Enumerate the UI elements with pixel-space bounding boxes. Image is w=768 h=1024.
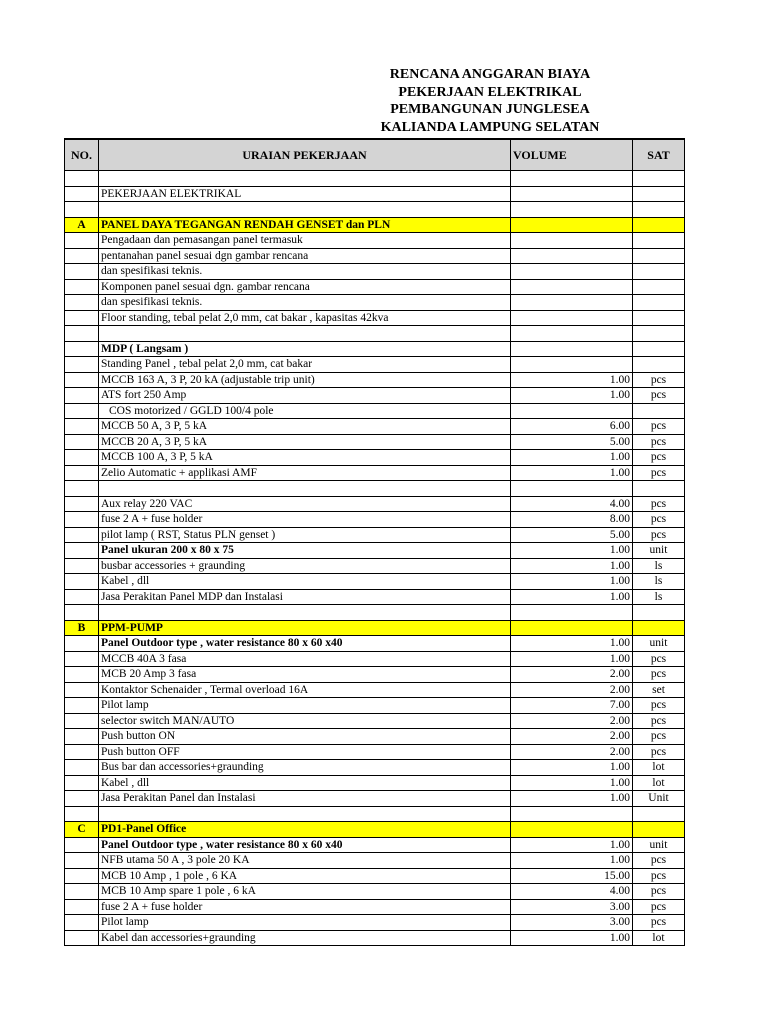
table-row (65, 775, 685, 791)
item-description: Bus bar dan accessories+graunding (99, 760, 511, 776)
row-number (65, 682, 99, 698)
item-description (99, 326, 511, 342)
item-volume (511, 279, 633, 295)
item-description: Kabel dan accessories+graunding (99, 930, 511, 946)
item-unit (633, 186, 685, 202)
header-no: NO. (65, 139, 99, 171)
row-number: C (65, 822, 99, 838)
item-description: NFB utama 50 A , 3 pole 20 KA (99, 853, 511, 869)
item-unit: pcs (633, 729, 685, 745)
row-number (65, 589, 99, 605)
item-volume (511, 822, 633, 838)
row-number (65, 357, 99, 373)
item-unit (633, 202, 685, 218)
item-description: Standing Panel , tebal pelat 2,0 mm, cat bakar (99, 357, 511, 373)
item-description (99, 171, 511, 187)
item-unit: pcs (633, 713, 685, 729)
item-description: MCCB 163 A, 3 P, 20 kA (adjustable trip unit) (99, 372, 511, 388)
item-unit (633, 806, 685, 822)
item-volume (511, 217, 633, 233)
item-description: MDP ( Langsam ) (99, 341, 511, 357)
item-unit: unit (633, 636, 685, 652)
item-description: Aux relay 220 VAC (99, 496, 511, 512)
item-unit: lot (633, 775, 685, 791)
title-line-3: PEMBANGUNAN JUNGLESEA (390, 102, 590, 117)
row-number (65, 481, 99, 497)
item-unit (633, 326, 685, 342)
table-row (65, 574, 685, 590)
item-unit (633, 217, 685, 233)
item-unit: pcs (633, 450, 685, 466)
table-row (65, 450, 685, 466)
item-volume: 1.00 (511, 837, 633, 853)
item-unit: pcs (633, 419, 685, 435)
table-body (65, 171, 685, 946)
item-description: Floor standing, tebal pelat 2,0 mm, cat bakar , kapasitas 42kva (99, 310, 511, 326)
table-row (65, 543, 685, 559)
item-unit: pcs (633, 434, 685, 450)
item-description: PANEL DAYA TEGANGAN RENDAH GENSET dan PLN (99, 217, 511, 233)
item-volume: 5.00 (511, 434, 633, 450)
item-volume: 1.00 (511, 589, 633, 605)
item-volume: 7.00 (511, 698, 633, 714)
item-unit: pcs (633, 884, 685, 900)
item-description: dan spesifikasi teknis. (99, 264, 511, 280)
row-number (65, 915, 99, 931)
table-row (65, 667, 685, 683)
item-unit (633, 295, 685, 311)
item-unit (633, 341, 685, 357)
table-row (65, 760, 685, 776)
table-row (65, 512, 685, 528)
item-unit: unit (633, 543, 685, 559)
document-title (300, 66, 680, 136)
item-volume: 2.00 (511, 667, 633, 683)
title-line-1: RENCANA ANGGARAN BIAYA (389, 67, 591, 82)
item-volume (511, 326, 633, 342)
row-number (65, 326, 99, 342)
row-number (65, 527, 99, 543)
item-description: Panel Outdoor type , water resistance 80 x 60 x40 (99, 837, 511, 853)
item-unit: set (633, 682, 685, 698)
row-number (65, 713, 99, 729)
table-row (65, 310, 685, 326)
item-description: MCCB 50 A, 3 P, 5 kA (99, 419, 511, 435)
item-description: Pilot lamp (99, 698, 511, 714)
item-volume: 1.00 (511, 574, 633, 590)
table-row (65, 248, 685, 264)
row-number (65, 698, 99, 714)
item-unit: pcs (633, 372, 685, 388)
row-number (65, 171, 99, 187)
item-unit: pcs (633, 698, 685, 714)
table-row (65, 605, 685, 621)
row-number (65, 667, 99, 683)
row-number (65, 264, 99, 280)
item-description: selector switch MAN/AUTO (99, 713, 511, 729)
item-unit: unit (633, 837, 685, 853)
row-number (65, 248, 99, 264)
item-volume: 3.00 (511, 899, 633, 915)
item-unit: pcs (633, 853, 685, 869)
item-description: Kabel , dll (99, 574, 511, 590)
header-volume: VOLUME (511, 139, 633, 171)
row-number (65, 450, 99, 466)
item-unit: lot (633, 930, 685, 946)
table-row (65, 372, 685, 388)
item-description: fuse 2 A + fuse holder (99, 899, 511, 915)
item-volume: 1.00 (511, 465, 633, 481)
item-volume (511, 620, 633, 636)
item-volume (511, 806, 633, 822)
item-volume: 4.00 (511, 496, 633, 512)
title-line-4: KALIANDA LAMPUNG SELATAN (380, 119, 600, 135)
table-row (65, 651, 685, 667)
row-number (65, 837, 99, 853)
item-volume: 2.00 (511, 682, 633, 698)
table-row (65, 481, 685, 497)
table-row (65, 496, 685, 512)
row-number (65, 760, 99, 776)
item-volume (511, 357, 633, 373)
item-description (99, 605, 511, 621)
item-description (99, 481, 511, 497)
item-unit (633, 822, 685, 838)
item-unit (633, 357, 685, 373)
item-unit (633, 605, 685, 621)
item-volume: 1.00 (511, 388, 633, 404)
section-header-row (65, 217, 685, 233)
item-description: MCCB 100 A, 3 P, 5 kA (99, 450, 511, 466)
item-description: Kontaktor Schenaider , Termal overload 16A (99, 682, 511, 698)
item-description: fuse 2 A + fuse holder (99, 512, 511, 528)
row-number (65, 853, 99, 869)
row-number (65, 636, 99, 652)
row-number (65, 465, 99, 481)
row-number (65, 806, 99, 822)
row-number (65, 233, 99, 249)
item-description: COS motorized / GGLD 100/4 pole (99, 403, 511, 419)
row-number (65, 295, 99, 311)
item-volume: 4.00 (511, 884, 633, 900)
item-unit (633, 481, 685, 497)
item-volume: 1.00 (511, 651, 633, 667)
item-description: Jasa Perakitan Panel MDP dan Instalasi (99, 589, 511, 605)
item-description: Panel ukuran 200 x 80 x 75 (99, 543, 511, 559)
item-unit: pcs (633, 667, 685, 683)
item-volume: 1.00 (511, 543, 633, 559)
row-number (65, 574, 99, 590)
row-number (65, 310, 99, 326)
item-volume: 2.00 (511, 744, 633, 760)
item-unit: ls (633, 558, 685, 574)
item-description: pentanahan panel sesuai dgn gambar rencana (99, 248, 511, 264)
table-row (65, 899, 685, 915)
item-description: MCCB 20 A, 3 P, 5 kA (99, 434, 511, 450)
table-row (65, 884, 685, 900)
table-row (65, 357, 685, 373)
table-row (65, 853, 685, 869)
table-row (65, 419, 685, 435)
item-volume (511, 171, 633, 187)
section-header-row (65, 620, 685, 636)
item-description: Push button OFF (99, 744, 511, 760)
table-row (65, 636, 685, 652)
row-number (65, 775, 99, 791)
item-volume: 1.00 (511, 636, 633, 652)
item-unit: ls (633, 574, 685, 590)
row-number (65, 202, 99, 218)
item-description: MCCB 40A 3 fasa (99, 651, 511, 667)
item-description: Panel Outdoor type , water resistance 80 x 60 x40 (99, 636, 511, 652)
table-row (65, 326, 685, 342)
table-header-row (65, 139, 685, 171)
header-unit: SAT (633, 139, 685, 171)
item-unit: ls (633, 589, 685, 605)
table-row (65, 713, 685, 729)
item-unit: pcs (633, 915, 685, 931)
table-row (65, 682, 685, 698)
table-row (65, 295, 685, 311)
budget-table (64, 138, 685, 946)
title-line-2: PEKERJAAN ELEKTRIKAL (398, 84, 582, 100)
item-description: MCB 20 Amp 3 fasa (99, 667, 511, 683)
row-number (65, 434, 99, 450)
row-number (65, 496, 99, 512)
table-row (65, 434, 685, 450)
table-row (65, 930, 685, 946)
table-row (65, 698, 685, 714)
item-description: MCB 10 Amp spare 1 pole , 6 kA (99, 884, 511, 900)
item-volume (511, 295, 633, 311)
table-row (65, 388, 685, 404)
item-unit (633, 171, 685, 187)
row-number (65, 341, 99, 357)
table-row (65, 558, 685, 574)
item-description (99, 202, 511, 218)
item-volume: 1.00 (511, 372, 633, 388)
item-unit (633, 264, 685, 280)
item-volume: 8.00 (511, 512, 633, 528)
item-unit: pcs (633, 651, 685, 667)
row-number: A (65, 217, 99, 233)
item-unit (633, 233, 685, 249)
item-volume (511, 202, 633, 218)
row-number (65, 930, 99, 946)
row-number (65, 651, 99, 667)
item-description: Push button ON (99, 729, 511, 745)
item-unit: pcs (633, 512, 685, 528)
item-unit: pcs (633, 527, 685, 543)
header-description: URAIAN PEKERJAAN (99, 139, 511, 171)
table-row (65, 171, 685, 187)
row-number (65, 605, 99, 621)
item-volume (511, 233, 633, 249)
item-unit (633, 620, 685, 636)
item-unit: Unit (633, 791, 685, 807)
item-unit: pcs (633, 899, 685, 915)
table-row (65, 279, 685, 295)
row-number (65, 388, 99, 404)
item-volume (511, 248, 633, 264)
item-volume: 1.00 (511, 853, 633, 869)
row-number (65, 372, 99, 388)
item-volume: 1.00 (511, 558, 633, 574)
item-unit: pcs (633, 496, 685, 512)
item-description: dan spesifikasi teknis. (99, 295, 511, 311)
row-number: B (65, 620, 99, 636)
item-volume: 1.00 (511, 791, 633, 807)
item-unit (633, 403, 685, 419)
item-volume: 5.00 (511, 527, 633, 543)
item-unit: pcs (633, 744, 685, 760)
row-number (65, 279, 99, 295)
item-volume (511, 605, 633, 621)
item-volume: 2.00 (511, 729, 633, 745)
table-row (65, 837, 685, 853)
table-row (65, 868, 685, 884)
row-number (65, 884, 99, 900)
table-row (65, 341, 685, 357)
item-description: MCB 10 Amp , 1 pole , 6 KA (99, 868, 511, 884)
item-description: busbar accessories + graunding (99, 558, 511, 574)
item-description (99, 806, 511, 822)
table-row (65, 744, 685, 760)
item-volume (511, 264, 633, 280)
item-description: ATS fort 250 Amp (99, 388, 511, 404)
item-volume: 3.00 (511, 915, 633, 931)
item-unit: pcs (633, 465, 685, 481)
item-volume (511, 403, 633, 419)
row-number (65, 791, 99, 807)
item-description: PD1-Panel Office (99, 822, 511, 838)
item-description: Zelio Automatic + applikasi AMF (99, 465, 511, 481)
table-row (65, 233, 685, 249)
item-volume: 2.00 (511, 713, 633, 729)
item-unit: pcs (633, 868, 685, 884)
item-volume (511, 310, 633, 326)
row-number (65, 729, 99, 745)
item-description: PPM-PUMP (99, 620, 511, 636)
item-volume (511, 186, 633, 202)
item-description: Komponen panel sesuai dgn. gambar rencana (99, 279, 511, 295)
row-number (65, 744, 99, 760)
table-row (65, 806, 685, 822)
item-volume: 1.00 (511, 930, 633, 946)
row-number (65, 512, 99, 528)
table-row (65, 729, 685, 745)
item-volume: 1.00 (511, 450, 633, 466)
row-number (65, 419, 99, 435)
item-volume: 1.00 (511, 760, 633, 776)
item-description: Pilot lamp (99, 915, 511, 931)
item-volume: 6.00 (511, 419, 633, 435)
table-row (65, 264, 685, 280)
item-description: PEKERJAAN ELEKTRIKAL (99, 186, 511, 202)
item-volume: 1.00 (511, 775, 633, 791)
section-header-row (65, 822, 685, 838)
item-description: Kabel , dll (99, 775, 511, 791)
table-row (65, 465, 685, 481)
table-row (65, 202, 685, 218)
item-unit (633, 310, 685, 326)
row-number (65, 403, 99, 419)
row-number (65, 558, 99, 574)
row-number (65, 543, 99, 559)
table-row (65, 589, 685, 605)
item-unit: lot (633, 760, 685, 776)
item-unit: pcs (633, 388, 685, 404)
item-unit (633, 279, 685, 295)
item-description: Pengadaan dan pemasangan panel termasuk (99, 233, 511, 249)
table-row (65, 186, 685, 202)
item-description: Jasa Perakitan Panel dan Instalasi (99, 791, 511, 807)
item-volume (511, 481, 633, 497)
item-volume: 15.00 (511, 868, 633, 884)
table-row (65, 791, 685, 807)
table-row (65, 527, 685, 543)
item-unit (633, 248, 685, 264)
row-number (65, 868, 99, 884)
item-description: pilot lamp ( RST, Status PLN genset ) (99, 527, 511, 543)
row-number (65, 186, 99, 202)
row-number (65, 899, 99, 915)
item-volume (511, 341, 633, 357)
table-row (65, 403, 685, 419)
table-row (65, 915, 685, 931)
